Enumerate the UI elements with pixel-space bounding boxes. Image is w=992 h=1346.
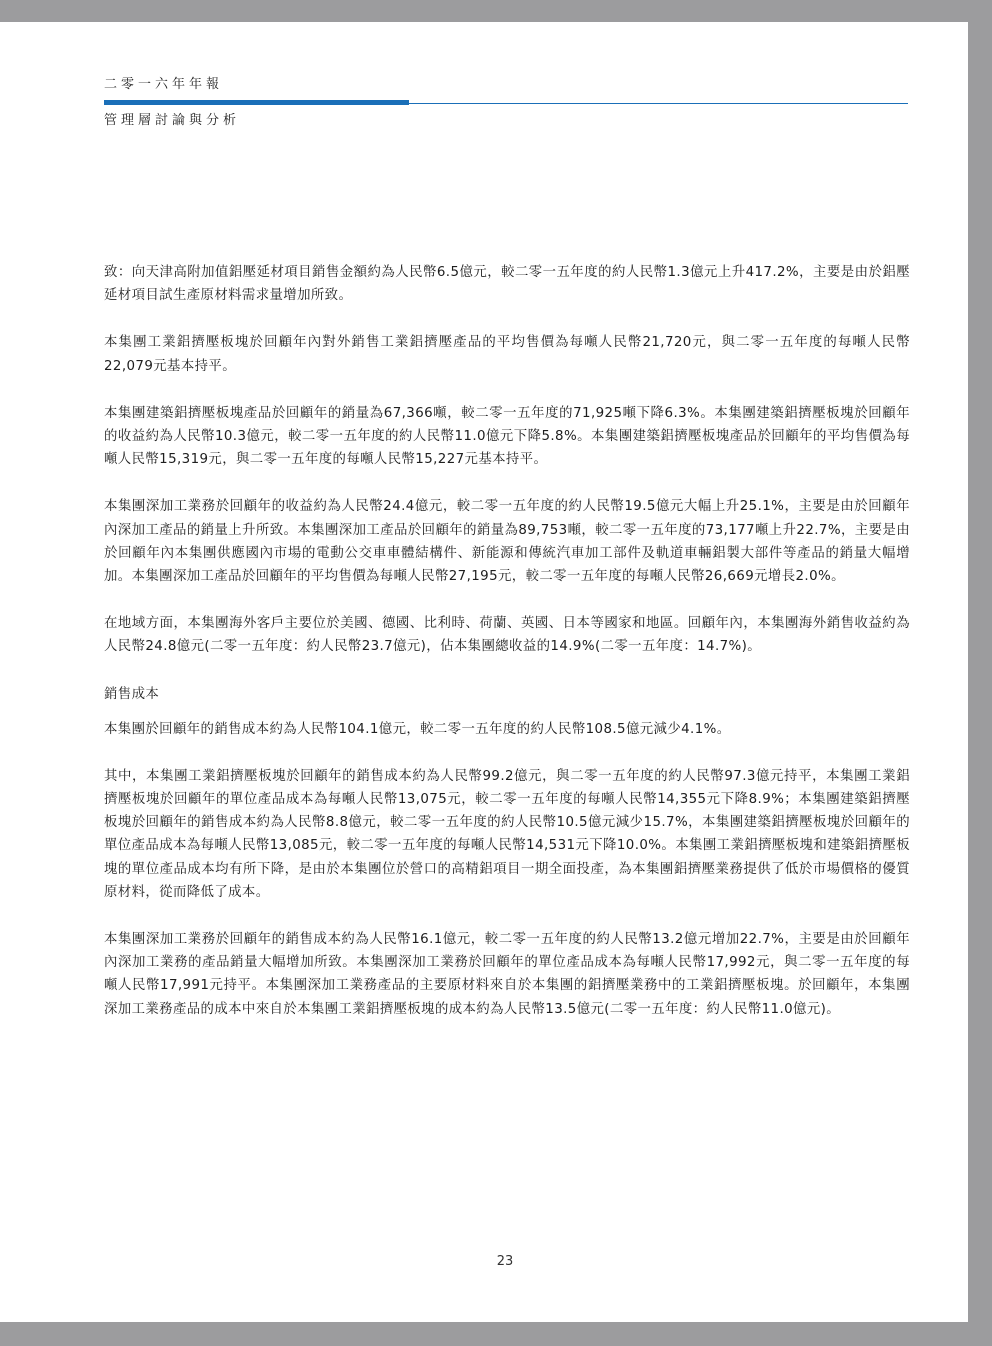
paragraph-cost-total: 本集團於回顧年的銷售成本約為人民幣104.1億元，較二零一五年度的約人民幣108.5億元減少4.1%。 (104, 721, 731, 737)
page-number: 23 (496, 1254, 514, 1269)
header-rule (104, 100, 908, 106)
section-title: 管理層討論與分析 (104, 113, 241, 128)
paragraph-cost-extrusion: 其中，本集團工業鋁擠壓板塊於回顧年的銷售成本約為人民幣99.2億元，與二零一五年度的約人民幣97.3億元持平，本集團工業鋁擠壓板塊於回顧年的單位產品成本為每噸人民幣13,075元，較二零一五年度的每噸人民幣14,355元下降8.9%；本集團建築鋁擠壓板塊於回顧年的銷售成本約為人民幣8.8億元，較二零一五年度的約人民幣10.5億元減少15.7%，本集團建築鋁擠壓板塊於回顧年的單位產品成本為每噸人民幣13,085元，較二零一五年度的每噸人民幣14,531元下降10.0%。本集團工業鋁擠壓板塊和建築鋁擠壓板塊的單位產品成本均有所下降，是由於本集團位於營口的高精鋁項目一期全面投產，為本集團鋁擠壓業務提供了低於市場價格的優質原材料，從而降低了成本。 (104, 768, 910, 900)
body-content (104, 261, 910, 1045)
paragraph-industrial-price: 本集團工業鋁擠壓板塊於回顧年內對外銷售工業鋁擠壓產品的平均售價為每噸人民幣21,720元，與二零一五年度的每噸人民幣22,079元基本持平。 (104, 335, 910, 374)
report-title: 二零一六年年報 (104, 77, 224, 92)
paragraph-cost-deep-processing: 本集團深加工業務於回顧年的銷售成本約為人民幣16.1億元，較二零一五年度的約人民幣13.2億元增加22.7%，主要是由於回顧年內深加工業務的產品銷量大幅增加所致。本集團深加工業務於回顧年的單位產品成本為每噸人民幣17,992元，與二零一五年度的每噸人民幣17,991元持平。本集團深加工業務產品的主要原材料來自於本集團的鋁擠壓業務中的工業鋁擠壓板塊。於回顧年，本集團深加工業務產品的成本中來自於本集團工業鋁擠壓板塊的成本約為人民幣13.5億元(二零一五年度：約人民幣11.0億元)。 (104, 932, 910, 1017)
paragraph-geography: 在地域方面，本集團海外客戶主要位於美國、德國、比利時、荷蘭、英國、日本等國家和地區。回顧年內，本集團海外銷售收益約為人民幣24.8億元(二零一五年度：約人民幣23.7億元)，佔本集團總收益的14.9%(二零一五年度：14.7%)。 (104, 616, 910, 655)
paragraph-construction: 本集團建築鋁擠壓板塊產品於回顧年的銷量為67,366噸，較二零一五年度的71,925噸下降6.3%。本集團建築鋁擠壓板塊於回顧年的收益約為人民幣10.3億元，較二零一五年度的約人民幣11.0億元下降5.8%。本集團建築鋁擠壓板塊產品於回顧年的平均售價為每噸人民幣15,319元，與二零一五年度的每噸人民幣15,227元基本持平。 (104, 405, 910, 468)
cost-of-sales-heading: 銷售成本 (104, 686, 160, 702)
header-rule-thick (104, 100, 409, 105)
page-header (104, 76, 908, 130)
paragraph-deep-processing: 本集團深加工業務於回顧年的收益約為人民幣24.4億元，較二零一五年度的約人民幣19.5億元大幅上升25.1%，主要是由於回顧年內深加工產品的銷量上升所致。本集團深加工產品於回顧年的銷量為89,753噸，較二零一五年度的73,177噸上升22.7%，主要是由於回顧年內本集團供應國內市場的電動公交車車體結構件、新能源和傳統汽車加工部件及軌道車輛鋁製大部件等產品的銷量大幅增加。本集團深加工產品於回顧年的平均售價為每噸人民幣27,195元，較二零一五年度的每噸人民幣26,669元增長2.0%。 (104, 499, 910, 585)
paragraph-tianjin-sales: 致：向天津高附加值鋁壓延材項目銷售金額約為人民幣6.5億元，較二零一五年度的約人民幣1.3億元上升417.2%，主要是由於鋁壓延材項目試生產原材料需求量增加所致。 (104, 265, 910, 304)
